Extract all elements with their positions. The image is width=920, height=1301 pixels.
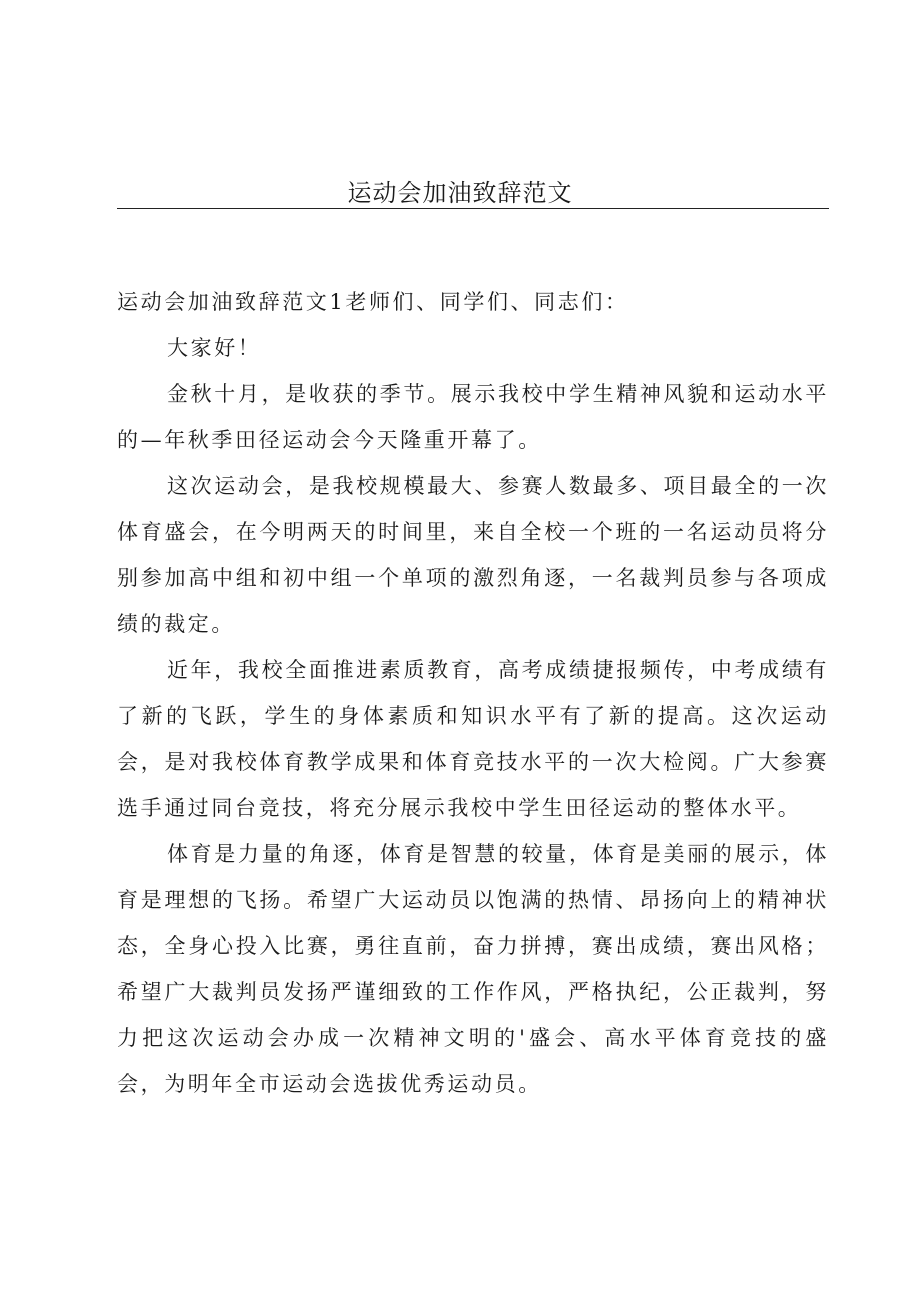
title-underline (117, 208, 829, 209)
paragraph-greeting-line: 运动会加油致辞范文1老师们、同学们、同志们： (117, 290, 629, 314)
paragraph-hopes: 体育是力量的角逐，体育是智慧的较量，体育是美丽的展示，体育是理想的飞扬。希望广大运动员以饱满的热情、昂扬向上的精神状态，全身心投入比赛，勇往直前，奋力拼搏，赛出成绩，赛出风格；希望广大裁判员发扬严谨细致的工作作风，严格执纪，公正裁判，努力把这次运动会办成一次精神文明的'盛会、高水平体育竞技的盛会，为明年全市运动会选拔优秀运动员。 (117, 842, 829, 1096)
paragraph-achievements: 近年，我校全面推进素质教育，高考成绩捷报频传，中考成绩有了新的飞跃，学生的身体素质和知识水平有了新的提高。这次运动会，是对我校体育教学成果和体育竞技水平的一次大检阅。广大参赛选手通过同台竞技，将充分展示我校中学生田径运动的整体水平。 (117, 658, 829, 820)
document-title: 运动会加油致辞范文 (347, 179, 573, 207)
paragraph-event-scale: 这次运动会，是我校规模最大、参赛人数最多、项目最全的一次体育盛会，在今明两天的时间里，来自全校一个班的一名运动员将分别参加高中组和初中组一个单项的激烈角逐，一名裁判员参与各项成绩的裁定。 (117, 474, 829, 636)
paragraph-hello: 大家好！ (167, 336, 262, 360)
paragraph-opening: 金秋十月，是收获的季节。展示我校中学生精神风貌和运动水平的—年秋季田径运动会今天隆重开幕了。 (117, 382, 829, 452)
document-body (117, 279, 829, 1107)
